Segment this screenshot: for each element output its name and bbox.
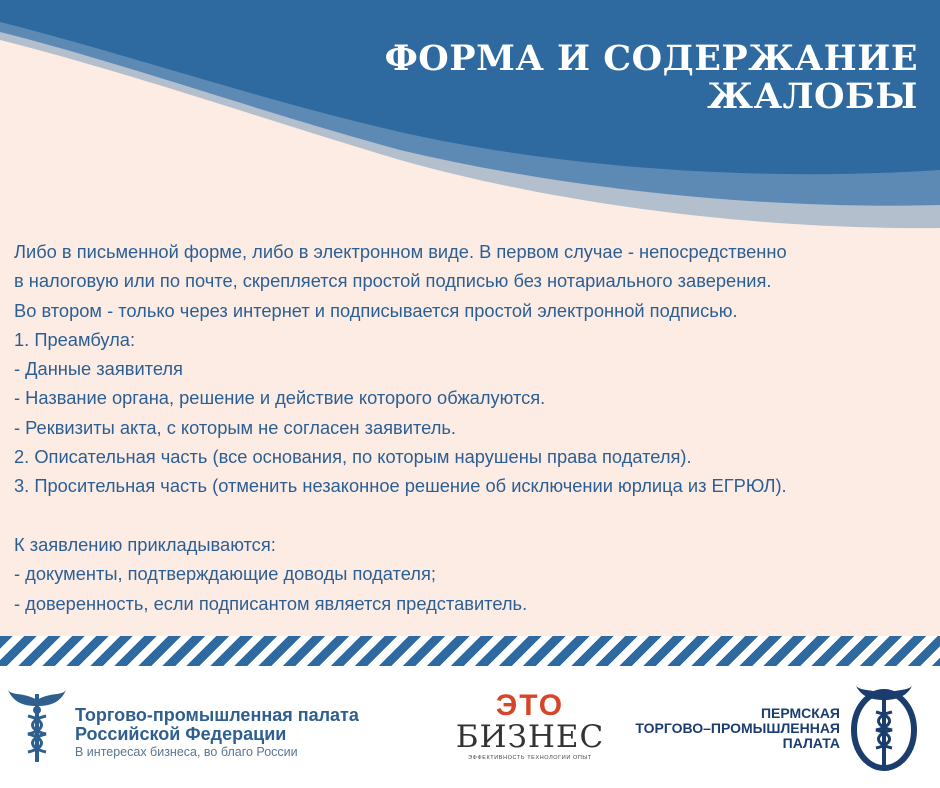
eto-biznes-biznes: БИЗНЕС bbox=[455, 719, 605, 755]
body-text bbox=[14, 237, 929, 618]
body-line: Либо в письменной форме, либо в электронном виде. В первом случае - непосредственно bbox=[14, 241, 787, 262]
body-line: - доверенность, если подписантом является представитель. bbox=[14, 592, 528, 614]
body-line: 3. Просительная часть (отменить незаконное решение об исключении юрлица из ЕГРЮЛ). bbox=[14, 475, 787, 497]
body-line: К заявлению прикладываются: bbox=[14, 533, 276, 555]
footer bbox=[0, 666, 940, 788]
body-line: в налоговую или по почте, скрепляется простой подписью без нотариального заверения. bbox=[14, 270, 772, 292]
tpp-rf-line-2: Российской Федерации bbox=[75, 724, 287, 744]
header-wave-banner bbox=[0, 0, 940, 240]
tpp-rf-logo-text bbox=[75, 706, 359, 760]
body-line: 2. Описательная часть (все основания, по которым нарушены права подателя). bbox=[14, 446, 692, 468]
tpp-rf-caduceus-logo-icon bbox=[6, 686, 68, 766]
page-title bbox=[385, 40, 918, 116]
body-line: 1. Преамбула: bbox=[14, 328, 136, 350]
body-line: - Реквизиты акта, с которым не согласен заявитель. bbox=[14, 416, 456, 438]
title-line-1: ФОРМА И СОДЕРЖАНИЕ bbox=[384, 38, 918, 79]
body-line bbox=[14, 501, 929, 530]
body-line: - документы, подтверждающие доводы подателя; bbox=[14, 563, 436, 585]
perm-tpp-line-1: ПЕРМСКАЯ bbox=[760, 705, 840, 721]
tpp-rf-slogan: В интересах бизнеса, во благо России bbox=[75, 745, 298, 759]
perm-tpp-line-2: ТОРГОВО–ПРОМЫШЛЕННАЯ bbox=[635, 720, 840, 736]
eto-biznes-eto: ЭТО bbox=[495, 689, 565, 722]
body-line: - Данные заявителя bbox=[14, 358, 183, 380]
tpp-rf-line-1: Торгово-промышленная палата bbox=[75, 705, 359, 725]
perm-tpp-emblem-icon bbox=[848, 684, 920, 772]
perm-tpp-line-3: ПАЛАТА bbox=[782, 735, 840, 751]
title-line-2: ЖАЛОБЫ bbox=[707, 76, 918, 117]
body-line: Во втором - только через интернет и подписывается простой электронной подписью. bbox=[14, 299, 738, 321]
body-line: - Название органа, решение и действие которого обжалуются. bbox=[14, 387, 546, 409]
striped-divider bbox=[0, 636, 940, 666]
eto-biznes-tagline: ЭФФЕКТИВНОСТЬ ТЕХНОЛОГИИ ОПЫТ bbox=[468, 755, 592, 761]
perm-tpp-logo-text bbox=[635, 706, 840, 751]
eto-biznes-logo bbox=[455, 691, 605, 763]
